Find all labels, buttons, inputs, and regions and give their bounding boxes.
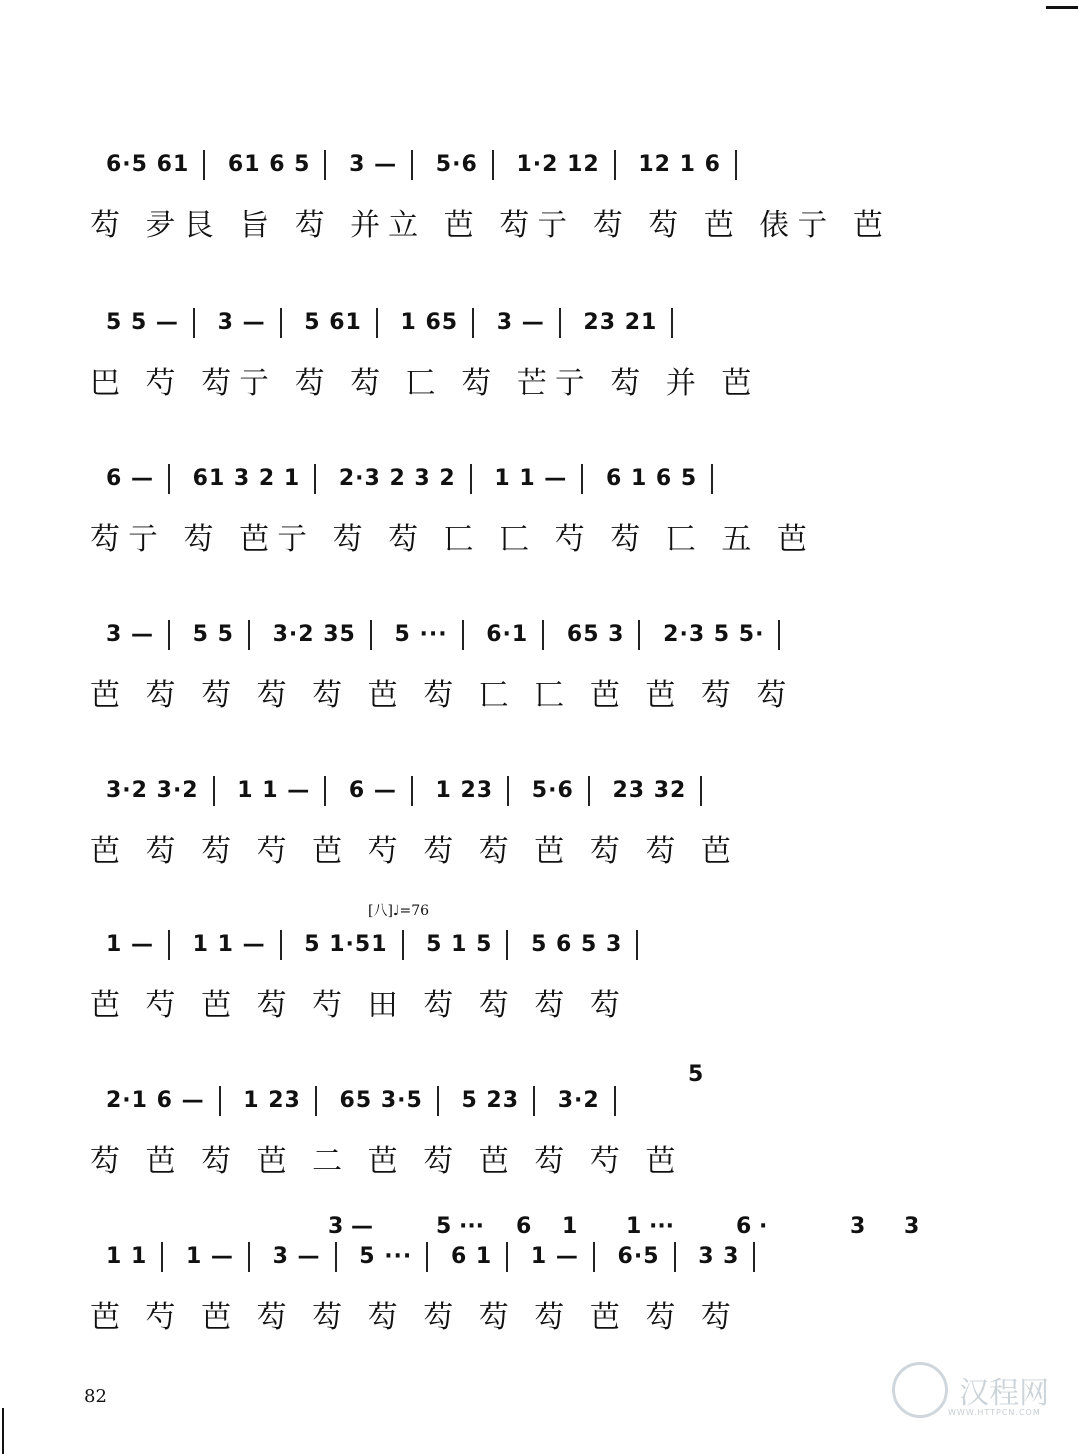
notation-line: 6 — 61 3 2 1 2·3 2 3 2 1 1 — 6 1 6 5 bbox=[96, 464, 948, 504]
watermark bbox=[892, 1362, 1049, 1418]
tablature-line: 芶 夛艮 旨 芶 并立 芭 芶亍 芶 芶 芭 俵亍 芭 bbox=[90, 208, 891, 243]
tablature-line: 芶亍 芶 芭亍 芶 芶 匸 匸 芍 芶 匸 五 芭 bbox=[90, 522, 815, 557]
notation-line: 3·2 3·2 1 1 — 6 — 1 23 5·6 23 32 bbox=[96, 776, 948, 816]
page-number: 82 bbox=[84, 1386, 107, 1407]
tablature-line: 芶 芭 芶 芭 二 芭 芶 芭 芶 芍 芭 bbox=[90, 1144, 684, 1179]
tablature-line: 芭 芍 芭 芶 芍 田 芶 芶 芶 芶 bbox=[90, 988, 628, 1023]
tablature-line: 芭 芶 芶 芶 芶 芭 芶 匸 匸 芭 芭 芶 芶 bbox=[90, 678, 795, 713]
upper-five-note: 5 bbox=[688, 1062, 704, 1087]
notation-line: 3 — 5 5 3·2 35 5 ··· 6·1 65 3 2·3 5 5· bbox=[96, 620, 948, 660]
notation-line: 2·1 6 — 1 23 65 3·5 5 23 3·2 bbox=[96, 1086, 948, 1126]
left-bottom-edge-line bbox=[2, 1408, 4, 1454]
notation-line: 1 — 1 1 — 5 1·51 5 1 5 5 6 5 3 bbox=[96, 930, 948, 970]
top-right-edge-line bbox=[1046, 6, 1078, 9]
watermark-logo-icon bbox=[892, 1362, 948, 1418]
score-page: 6·5 61 61 6 5 3 — 5·6 1·2 12 12 1 6 芶 夛艮 旨 芶 并立 芭 芶亍 芶 芶 芭 俵亍 芭 5 5 — 3 — 5 61 1 65 3 — 23 21 巴 芍 芶亍 芶 芶 匸 芶 芒亍 芶 并 芭 6 — 61 3 2 1 2·3 2 3 2 1 1 — 6 1 6 5 芶亍 芶 芭亍 芶 芶 匸 匸 芍 芶 匸 五 芭 3 — 5 5 3·2 35 5 ··· 6·1 65 3 2·3 5 5· 芭 芶 芶 芶 芶 芭 芶 匸 匸 芭 芭 芶 芶 3·2 3·2 1 1 — 6 — 1 23 5·6 23 32 芭 芶 芶 芍 芭 芍 芶 芶 芭 芶 芶 芭 [八]♩=76 1 — 1 1 — 5 1·51 5 1 5 5 6 5 3 芭 芍 芭 芶 芍 田 芶 芶 芶 芶 5 2·1 6 — 1 23 65 3·5 5 23 3·2 芶 芭 芶 芭 二 芭 芶 芭 芶 芍 芭 3 — 5 ··· 6 1 1 ··· 6 · 3 3 1 1 1 — 3 — 5 ··· 6 1 1 — 6·5 3 3 芭 芍 芭 芶 芶 芶 芶 芶 芶 芭 芶 芶 82 汉程网 WWW.HTTPCN.COM bbox=[0, 0, 1078, 1454]
watermark-url: WWW.HTTPCN.COM bbox=[948, 1408, 1041, 1417]
tablature-line: 芭 芶 芶 芍 芭 芍 芶 芶 芭 芶 芶 芭 bbox=[90, 834, 739, 869]
notation-line: 6·5 61 61 6 5 3 — 5·6 1·2 12 12 1 6 bbox=[96, 150, 948, 190]
notation-line: 1 1 1 — 3 — 5 ··· 6 1 1 — 6·5 3 3 bbox=[96, 1242, 948, 1282]
tablature-line: 芭 芍 芭 芶 芶 芶 芶 芶 芶 芭 芶 芶 bbox=[90, 1300, 739, 1335]
notation-line: 5 5 — 3 — 5 61 1 65 3 — 23 21 bbox=[96, 308, 948, 348]
tempo-mark: [八]♩=76 bbox=[368, 903, 430, 919]
watermark-text: 汉程网 bbox=[959, 1376, 1050, 1411]
tablature-line: 巴 芍 芶亍 芶 芶 匸 芶 芒亍 芶 并 芭 bbox=[90, 366, 760, 401]
